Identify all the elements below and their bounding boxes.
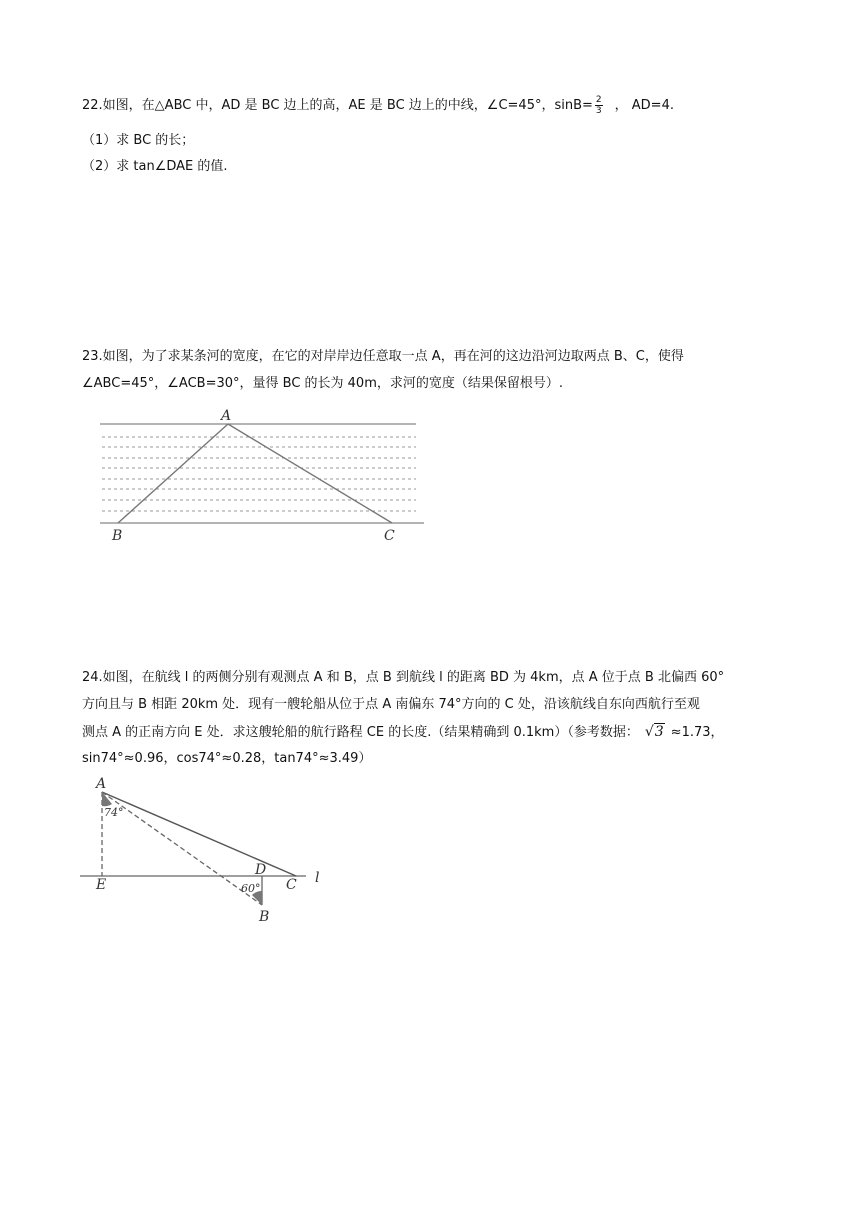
q22-part1: （1）求 BC 的长； [82, 133, 195, 148]
label-b: B [259, 909, 270, 925]
sqrt-radicand: 3 [654, 724, 664, 740]
label-a: A [221, 408, 232, 424]
q24-line4: sin74°≈0.96，cos74°≈0.28，tan74°≈3.49） [82, 751, 372, 766]
q24-line2: 方向且与 B 相距 20km 处．现有一艘轮船从位于点 A 南偏东 74°方向的 C 处，沿该航线自东向西航行至观 [82, 697, 700, 712]
segment-ac [102, 792, 296, 876]
q23-line1: 23.如图，为了求某条河的宽度，在它的对岸岸边任意取一点 A，再在河的这边沿河边取两点 B、C，使得 [82, 349, 684, 364]
label-c: C [286, 877, 297, 893]
frac-numerator: 2 [595, 95, 602, 105]
label-l: l [315, 870, 320, 886]
q24-line3-tail: ≈1.73， [670, 725, 724, 740]
q22-text-a: 22.如图，在△ABC 中，AD 是 BC 边上的高，AE 是 BC 边上的中线，∠C=45°，sinB= [82, 98, 593, 113]
label-b: B [112, 528, 123, 544]
angle-label-60: 60° [241, 882, 261, 895]
frac-denominator: 3 [595, 106, 602, 116]
sqrt-3: √3 [644, 724, 664, 740]
q24-line1: 24.如图，在航线 l 的两侧分别有观测点 A 和 B，点 B 到航线 l 的距离 BD 为 4km，点 A 位于点 B 北偏西 60° [82, 670, 725, 685]
label-a: A [96, 776, 107, 792]
label-c: C [384, 528, 395, 544]
label-d: D [255, 862, 267, 878]
q24-line3-text: 测点 A 的正南方向 E 处．求这艘轮船的航行路程 CE 的长度.（结果精确到 0.1km）（参考数据： [82, 725, 639, 740]
q22-text-b: ， AD=4. [614, 98, 674, 113]
q23-line2: ∠ABC=45°，∠ACB=30°，量得 BC 的长为 40m，求河的宽度（结果保留根号）. [82, 376, 564, 391]
q22-part2: （2）求 tan∠DAE 的值. [82, 159, 228, 174]
label-e: E [96, 877, 107, 893]
angle-label-74: 74° [104, 806, 124, 819]
segment-ab-dashed [102, 792, 262, 905]
